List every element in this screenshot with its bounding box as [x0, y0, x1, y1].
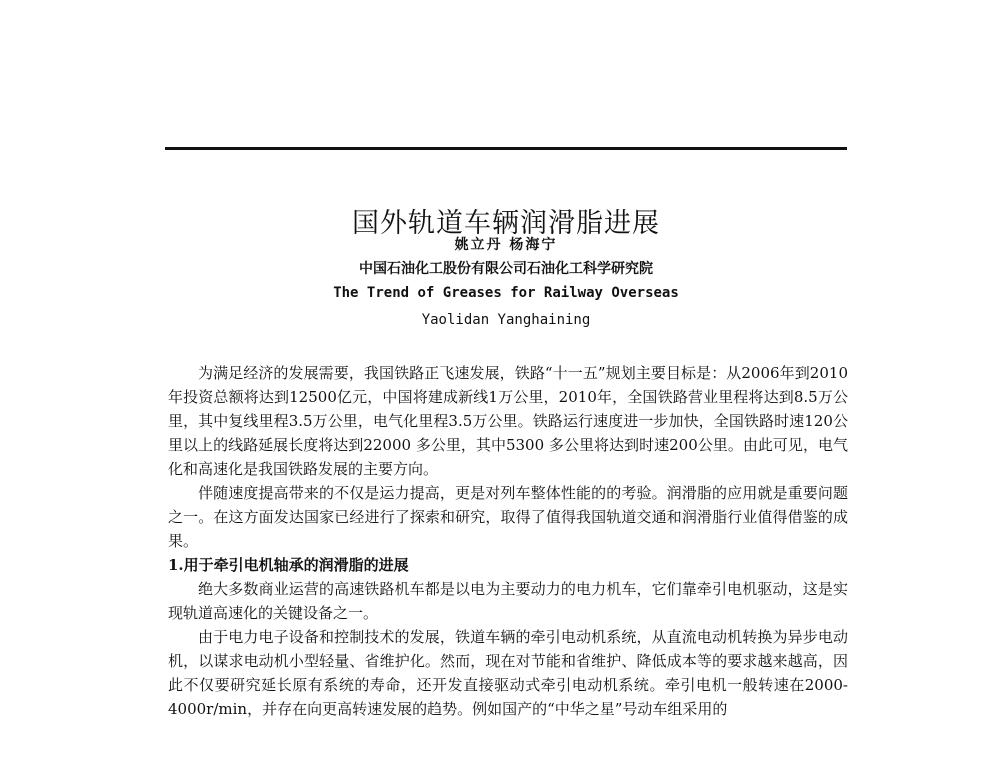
body-paragraph: 由于电力电子设备和控制技术的发展，铁道车辆的牵引电动机系统，从直流电动机转换为异步电动机，以谋求电动机小型轻量、省维护化。然而，现在对节能和省维护、降低成本等的要求越来越高，因此不仅要研究延长原有系统的寿命，还开发直接驱动式牵引电动机系统。牵引电机一般转速在2000-4000r/min，并存在向更高转速发展的趋势。例如国产的“中华之星”号动车组采用的	[168, 628, 848, 718]
body-paragraph: 伴随速度提高带来的不仅是运力提高，更是对列车整体性能的的考验。润滑脂的应用就是重要问题之一。在这方面发达国家已经进行了探索和研究，取得了值得我国轨道交通和润滑脂行业值得借鉴的成果。	[168, 484, 848, 550]
article-body	[168, 361, 848, 721]
body-paragraph: 绝大多数商业运营的高速铁路机车都是以电为主要动力的电力机车，它们靠牵引电机驱动，这是实现轨道高速化的关键设备之一。	[168, 580, 848, 622]
english-title: The Trend of Greases for Railway Overseas	[333, 285, 679, 301]
english-author-names: Yaolidan Yanghaining	[421, 312, 591, 328]
section-heading: 1.用于牵引电机轴承的润滑脂的进展	[168, 556, 409, 574]
author-names: 姚立丹 杨海宁	[454, 237, 558, 253]
author-affiliation: 中国石油化工股份有限公司石油化工科学研究院	[359, 261, 653, 277]
page-title: 国外轨道车辆润滑脂进展	[352, 208, 660, 240]
body-paragraph: 为满足经济的发展需要，我国铁路正飞速发展，铁路“十一五”规划主要目标是：从2006年到2010年投资总额将达到12500亿元，中国将建成新线1万公里，2010年，全国铁路营业里程将达到8.5万公里，其中复线里程3.5万公里，电气化里程3.5万公里。铁路运行速度进一步加快，全国铁路时速120公里以上的线路延展长度将达到22000 多公里，其中5300 多公里将达到时速200公里。由此可见，电气化和高速化是我国铁路发展的主要方向。	[168, 364, 848, 478]
header-rule	[165, 147, 847, 150]
